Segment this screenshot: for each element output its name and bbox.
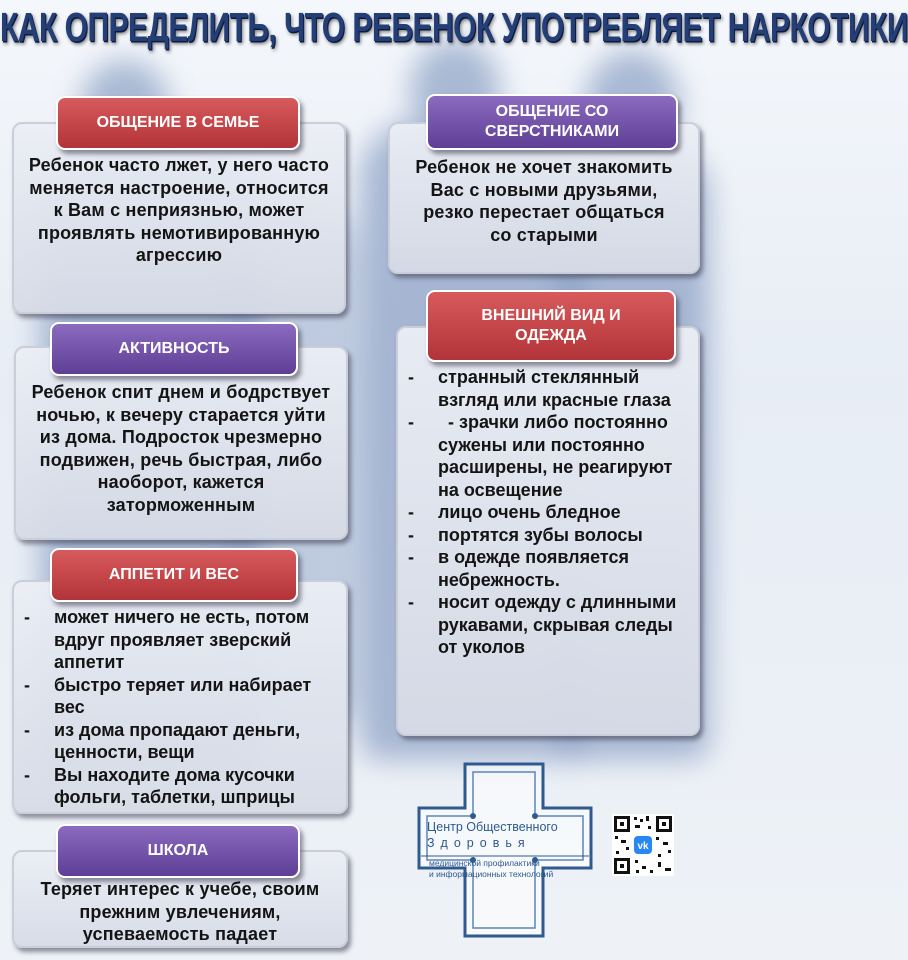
family-text: Ребенок часто лжет, у него часто меняется настроение, относится к Вам с неприязнью, может проявлять немотивированную агрессию [28,155,330,265]
logo-line-3: медицинской профилактики [429,858,540,868]
logo-line-2: Здоровья [427,836,531,850]
family-panel [12,122,346,314]
list-item: - Вы находите дома кусочки фольги, таблетки, шприцы [24,764,295,807]
logo-line-4: и информационных технологий [429,869,554,879]
page-title: КАК ОПРЕДЕЛИТЬ, ЧТО РЕБЕНОК УПОТРЕБЛЯЕТ НАРКОТИКИ [0,6,908,51]
peers-heading: ОБЩЕНИЕ СО СВЕРСТНИКАМИ [426,94,678,150]
list-item: - быстро теряет или набирает вес [24,674,312,717]
health-center-logo [415,760,595,940]
school-heading: ШКОЛА [56,824,300,878]
appearance-heading: ВНЕШНИЙ ВИД И ОДЕЖДА [426,290,676,362]
list-item: - портятся зубы волосы [408,524,643,545]
activity-text: Ребенок спит днем и бодрствует ночью, к вечеру старается уйти из дома. Подросток чрезмерно подвижен, речь быстрая, либо наоборот, кажется заторможенным [31,382,331,515]
qr-code-icon [612,814,674,876]
list-item: - может ничего не есть, потом вдруг проявляет зверский аппетит [24,607,310,672]
appetite-heading: АППЕТИТ И ВЕС [50,548,298,602]
list-item: - лицо очень бледное [408,502,621,522]
list-item: - в одежде появляется небрежность. [408,547,629,590]
family-heading: ОБЩЕНИЕ В СЕМЬЕ [56,96,300,150]
appetite-panel [12,580,348,814]
list-item: - из дома пропадают деньги, ценности, вещи [24,719,301,762]
list-item: - - зрачки либо постоянно сужены или постоянно расширены, не реагируют на освещение [408,412,678,500]
qr-code[interactable] [612,814,674,876]
school-text: Теряет интерес к учебе, своим прежним увлечениям, успеваемость падает [40,879,320,944]
appetite-list [14,582,346,809]
list-item: - странный стеклянный взгляд или красные глаза [408,367,671,410]
list-item: - носит одежду с длинными рукавами, скрывая следы от уколов [408,592,677,657]
logo-line-1: Центр Общественного [427,820,558,834]
appearance-list [398,328,698,659]
appearance-panel [396,326,700,736]
cross-logo-icon [415,760,595,940]
svg-text:vk: vk [637,841,649,852]
activity-heading: АКТИВНОСТЬ [50,322,298,376]
peers-text: Ребенок не хочет знакомить Вас с новыми друзьями, резко перестает общаться со старыми [415,157,673,245]
